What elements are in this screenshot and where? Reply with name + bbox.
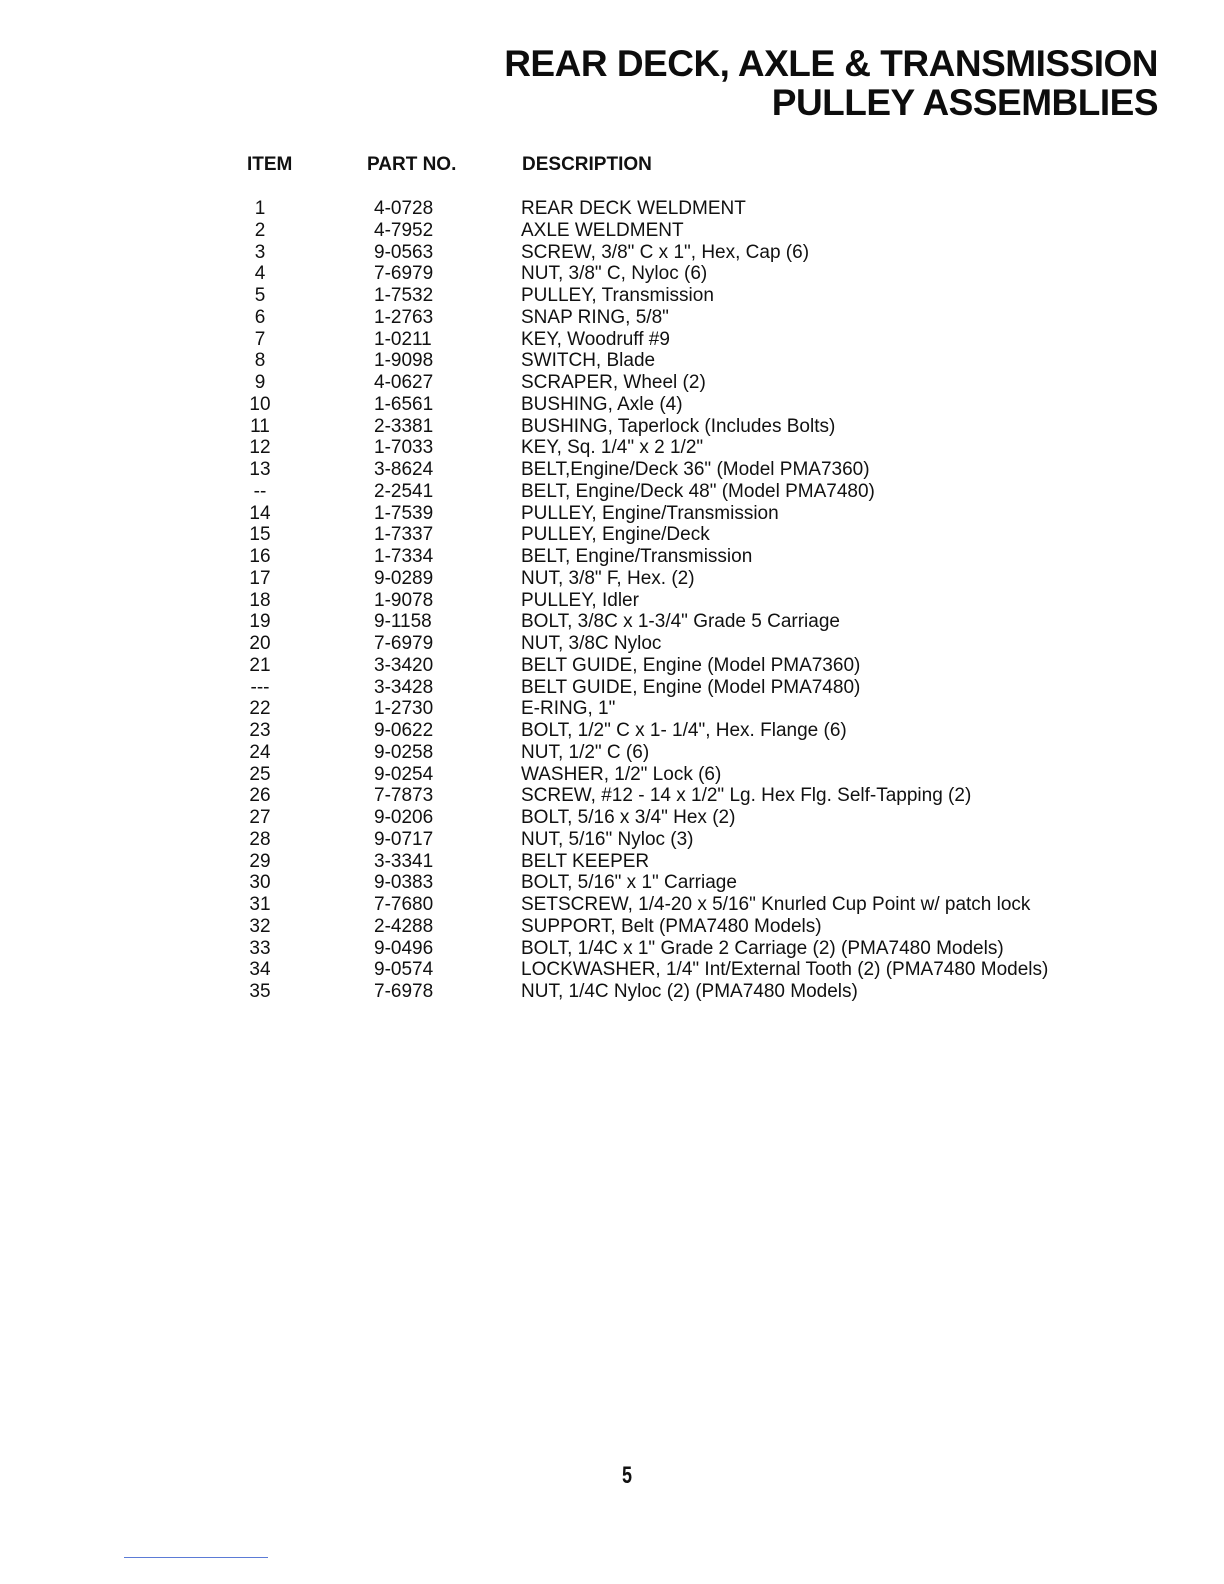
table-row bbox=[0, 829, 1224, 851]
row-description: KEY, Sq. 1/4" x 2 1/2" bbox=[521, 437, 704, 459]
row-description: SETSCREW, 1/4-20 x 5/16" Knurled Cup Point w/ patch lock bbox=[521, 894, 1031, 915]
row-description: BELT GUIDE, Engine (Model PMA7360) bbox=[521, 654, 861, 676]
row-item: 22 bbox=[249, 698, 271, 720]
row-description: BOLT, 1/2" C x 1- 1/4", Hex. Flange (6) bbox=[521, 720, 847, 741]
row-item: 19 bbox=[249, 611, 271, 633]
row-item: 21 bbox=[249, 654, 271, 676]
row-item: 35 bbox=[249, 981, 271, 1002]
row-part-no: 1-7539 bbox=[374, 502, 434, 524]
row-part-no: 3-3420 bbox=[374, 654, 434, 676]
row-part-no: 9-0496 bbox=[374, 937, 434, 959]
row-item: 1 bbox=[254, 198, 266, 219]
row-part-no: 9-0717 bbox=[374, 828, 434, 850]
parts-table-body bbox=[0, 198, 1224, 1003]
row-part-no: 4-0627 bbox=[374, 372, 434, 393]
row-part-no: 1-7337 bbox=[374, 524, 434, 546]
row-item: 5 bbox=[254, 285, 266, 306]
row-part-no: 7-6979 bbox=[374, 633, 434, 654]
row-description: BOLT, 3/8C x 1-3/4" Grade 5 Carriage bbox=[521, 611, 840, 633]
row-item: 16 bbox=[249, 546, 271, 567]
row-description: BOLT, 5/16" x 1" Carriage bbox=[521, 872, 737, 894]
row-description: BUSHING, Axle (4) bbox=[521, 393, 683, 415]
row-part-no: 3-3341 bbox=[374, 850, 434, 872]
table-row bbox=[0, 677, 1224, 699]
table-row bbox=[0, 611, 1224, 633]
row-part-no: 7-6978 bbox=[374, 981, 434, 1002]
row-item: 28 bbox=[249, 828, 271, 850]
row-description: LOCKWASHER, 1/4" Int/External Tooth (2) (PMA7480 Models) bbox=[521, 959, 1049, 981]
row-item: 14 bbox=[249, 502, 271, 524]
table-row bbox=[0, 764, 1224, 786]
table-row bbox=[0, 372, 1224, 394]
row-part-no: 2-3381 bbox=[374, 415, 434, 437]
row-item: 6 bbox=[254, 306, 266, 328]
table-row bbox=[0, 198, 1224, 220]
row-item: 4 bbox=[254, 263, 266, 285]
row-part-no: 9-0622 bbox=[374, 720, 434, 741]
row-description: SCREW, #12 - 14 x 1/2" Lg. Hex Flg. Self-Tapping (2) bbox=[521, 785, 972, 807]
row-description: WASHER, 1/2" Lock (6) bbox=[521, 763, 722, 785]
title-line-1: REAR DECK, AXLE & TRANSMISSION bbox=[504, 43, 1158, 84]
row-part-no: 4-7952 bbox=[374, 219, 434, 241]
page-number: 5 bbox=[621, 1462, 633, 1489]
row-item: 34 bbox=[249, 959, 271, 981]
row-part-no: 1-2763 bbox=[374, 306, 434, 328]
table-row bbox=[0, 503, 1224, 525]
row-item: 3 bbox=[254, 241, 266, 263]
row-item: 7 bbox=[254, 328, 266, 350]
row-description: REAR DECK WELDMENT bbox=[521, 198, 746, 219]
row-description: BOLT, 5/16 x 3/4" Hex (2) bbox=[521, 807, 736, 828]
row-item: 30 bbox=[249, 872, 271, 894]
header-item: ITEM bbox=[247, 154, 293, 175]
table-row bbox=[0, 720, 1224, 742]
row-part-no: 1-0211 bbox=[374, 328, 432, 350]
row-description: BELT KEEPER bbox=[521, 850, 650, 872]
row-description: KEY, Woodruff #9 bbox=[521, 328, 670, 350]
row-description: BOLT, 1/4C x 1" Grade 2 Carriage (2) (PMA7480 Models) bbox=[521, 937, 1004, 959]
row-description: NUT, 3/8" F, Hex. (2) bbox=[521, 567, 695, 589]
table-row bbox=[0, 742, 1224, 764]
row-description: NUT, 3/8C Nyloc bbox=[521, 633, 662, 654]
table-row bbox=[0, 242, 1224, 264]
row-part-no: 9-0258 bbox=[374, 741, 434, 763]
row-item: 15 bbox=[249, 524, 271, 546]
row-part-no: 1-2730 bbox=[374, 698, 434, 720]
table-row bbox=[0, 633, 1224, 655]
row-item: 26 bbox=[249, 785, 271, 807]
table-row bbox=[0, 481, 1224, 503]
table-row bbox=[0, 524, 1224, 546]
row-description: BUSHING, Taperlock (Includes Bolts) bbox=[521, 415, 836, 437]
row-item: 10 bbox=[249, 393, 271, 415]
row-item: 33 bbox=[249, 937, 271, 959]
table-row bbox=[0, 981, 1224, 1003]
row-part-no: 1-9078 bbox=[374, 589, 434, 611]
row-description: PULLEY, Idler bbox=[521, 589, 639, 611]
row-part-no: 7-7680 bbox=[374, 894, 434, 915]
row-description: SUPPORT, Belt (PMA7480 Models) bbox=[521, 915, 822, 937]
row-part-no: 9-0206 bbox=[374, 807, 434, 828]
table-row bbox=[0, 807, 1224, 829]
row-part-no: 1-7033 bbox=[374, 437, 434, 459]
row-item: 20 bbox=[249, 633, 271, 654]
row-description: AXLE WELDMENT bbox=[521, 219, 684, 241]
table-row bbox=[0, 263, 1224, 285]
table-row bbox=[0, 307, 1224, 329]
row-description: BELT, Engine/Transmission bbox=[521, 546, 753, 567]
row-item: --- bbox=[250, 676, 270, 698]
row-description: SCRAPER, Wheel (2) bbox=[521, 372, 706, 393]
row-part-no: 9-0563 bbox=[374, 241, 434, 263]
row-part-no: 7-7873 bbox=[374, 785, 434, 807]
row-part-no: 3-8624 bbox=[374, 459, 434, 480]
row-part-no: 7-6979 bbox=[374, 263, 434, 285]
title-line-2: PULLEY ASSEMBLIES bbox=[771, 82, 1158, 123]
table-row bbox=[0, 851, 1224, 873]
table-row bbox=[0, 568, 1224, 590]
page-title bbox=[504, 44, 1158, 122]
table-row bbox=[0, 959, 1224, 981]
row-item: 2 bbox=[254, 219, 266, 241]
table-row bbox=[0, 785, 1224, 807]
table-row bbox=[0, 916, 1224, 938]
table-row bbox=[0, 416, 1224, 438]
row-item: -- bbox=[253, 480, 267, 502]
row-description: PULLEY, Engine/Transmission bbox=[521, 502, 779, 524]
header-description: DESCRIPTION bbox=[522, 154, 652, 175]
row-item: 12 bbox=[249, 437, 271, 459]
row-description: BELT, Engine/Deck 48" (Model PMA7480) bbox=[521, 480, 875, 502]
row-item: 27 bbox=[249, 807, 271, 828]
header-part-no: PART NO. bbox=[367, 154, 457, 175]
row-item: 25 bbox=[249, 763, 271, 785]
table-row bbox=[0, 546, 1224, 568]
table-row bbox=[0, 437, 1224, 459]
table-row bbox=[0, 350, 1224, 372]
table-row bbox=[0, 285, 1224, 307]
row-part-no: 2-2541 bbox=[374, 480, 434, 502]
row-part-no: 9-1158 bbox=[374, 611, 432, 633]
row-part-no: 9-0383 bbox=[374, 872, 434, 894]
table-row bbox=[0, 590, 1224, 612]
row-part-no: 9-0574 bbox=[374, 959, 434, 981]
row-part-no: 3-3428 bbox=[374, 676, 434, 698]
row-description: PULLEY, Engine/Deck bbox=[521, 524, 710, 546]
row-item: 23 bbox=[249, 720, 271, 741]
row-part-no: 1-7334 bbox=[374, 546, 434, 567]
parts-table-header bbox=[0, 154, 1224, 178]
row-item: 17 bbox=[249, 567, 271, 589]
row-part-no: 1-6561 bbox=[374, 393, 434, 415]
row-item: 11 bbox=[250, 415, 270, 437]
table-row bbox=[0, 872, 1224, 894]
row-item: 31 bbox=[249, 894, 271, 915]
table-row bbox=[0, 698, 1224, 720]
table-row bbox=[0, 938, 1224, 960]
row-item: 32 bbox=[249, 915, 271, 937]
row-item: 9 bbox=[254, 372, 266, 393]
row-item: 29 bbox=[249, 850, 271, 872]
table-row bbox=[0, 655, 1224, 677]
row-description: NUT, 1/2" C (6) bbox=[521, 741, 650, 763]
row-part-no: 9-0254 bbox=[374, 763, 434, 785]
row-item: 8 bbox=[254, 350, 266, 372]
row-description: SCREW, 3/8" C x 1", Hex, Cap (6) bbox=[521, 241, 810, 263]
table-row bbox=[0, 894, 1224, 916]
row-item: 24 bbox=[249, 741, 271, 763]
row-description: PULLEY, Transmission bbox=[521, 285, 714, 306]
row-description: SNAP RING, 5/8" bbox=[521, 306, 669, 328]
row-item: 18 bbox=[249, 589, 271, 611]
row-part-no: 1-9098 bbox=[374, 350, 434, 372]
table-row bbox=[0, 459, 1224, 481]
row-description: E-RING, 1" bbox=[521, 698, 616, 720]
row-item: 13 bbox=[249, 459, 271, 480]
row-description: NUT, 5/16" Nyloc (3) bbox=[521, 828, 694, 850]
row-description: BELT GUIDE, Engine (Model PMA7480) bbox=[521, 676, 861, 698]
row-description: NUT, 3/8" C, Nyloc (6) bbox=[521, 263, 708, 285]
row-description: NUT, 1/4C Nyloc (2) (PMA7480 Models) bbox=[521, 981, 858, 1002]
table-row bbox=[0, 329, 1224, 351]
row-description: SWITCH, Blade bbox=[521, 350, 656, 372]
row-part-no: 1-7532 bbox=[374, 285, 434, 306]
table-row bbox=[0, 394, 1224, 416]
footer-rule bbox=[124, 1557, 268, 1558]
row-part-no: 9-0289 bbox=[374, 567, 434, 589]
table-row bbox=[0, 220, 1224, 242]
row-part-no: 4-0728 bbox=[374, 198, 434, 219]
row-part-no: 2-4288 bbox=[374, 915, 434, 937]
row-description: BELT,Engine/Deck 36" (Model PMA7360) bbox=[521, 459, 870, 480]
